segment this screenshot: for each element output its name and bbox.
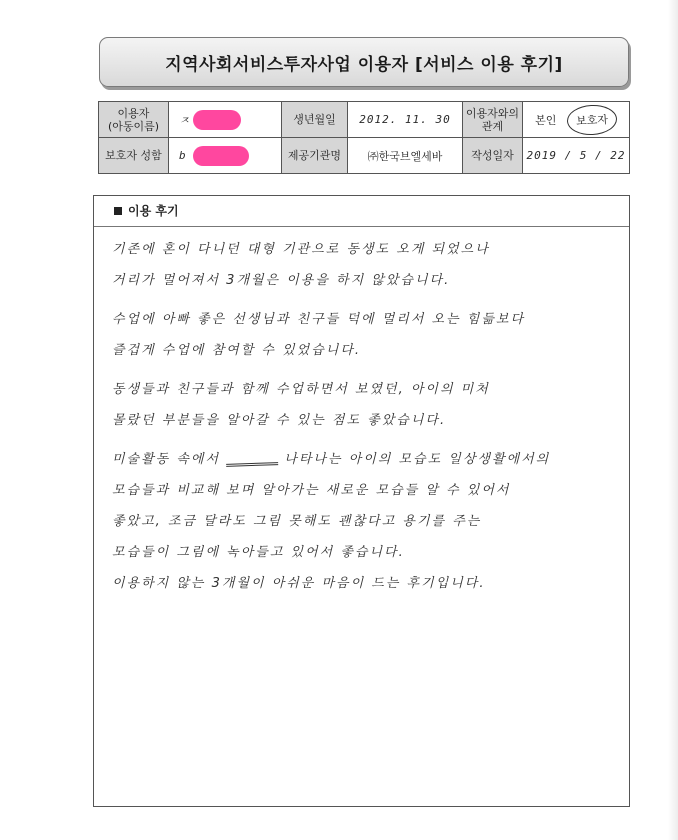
review-line: 즐겁게 수업에 참여할 수 있었습니다.: [112, 343, 362, 358]
date-label: 작성일자: [463, 138, 523, 174]
review-line: 몰랐던 부분들을 알아갈 수 있는 점도 좋았습니다.: [112, 413, 447, 428]
user-name-cell: [169, 102, 282, 138]
review-line: 좋았고, 조금 달라도 그림 못해도 괜찮다고 용기를 주는: [112, 514, 482, 529]
title-banner: [99, 37, 629, 87]
review-line: 거리가 멀어져서 3개월은 이용을 하지 않았습니다.: [112, 273, 451, 288]
review-line: 기존에 혼이 다니던 대형 기관으로 동생도 오게 되었으나: [112, 242, 490, 257]
birth-label: 생년월일: [282, 102, 348, 138]
user-name-handwritten: ㅈ: [179, 113, 191, 127]
birth-cell: [348, 102, 463, 138]
relation-label: 이용자와의 관계: [463, 102, 523, 138]
review-line: 모습들이 그림에 녹아들고 있어서 좋습니다.: [112, 545, 405, 560]
relation-guardian-circled: 보호자: [566, 103, 617, 136]
review-heading: [114, 202, 179, 219]
relation-cell: [523, 102, 630, 138]
date-value: 2019 / 5 / 22: [526, 149, 626, 162]
document-title: 지역사회서비스투자사업 이용자 [서비스 이용 후기]: [165, 54, 563, 75]
square-bullet-icon: [114, 207, 122, 215]
scan-edge: [668, 0, 678, 840]
birth-value: 2012. 11. 30: [359, 113, 451, 126]
redaction-mark: [193, 110, 241, 130]
info-table: [98, 101, 630, 174]
relation-self: 본인: [535, 113, 557, 127]
review-line: 이용하지 않는 3개월이 아쉬운 마음이 드는 후기입니다.: [112, 576, 486, 591]
review-line: 수업에 아빠 좋은 선생님과 친구들 덕에 멀리서 오는 힘듦보다: [112, 312, 526, 327]
redaction-mark: [193, 146, 249, 166]
review-heading-text: 이용 후기: [128, 204, 179, 218]
guardian-name-cell: [169, 138, 282, 174]
guardian-label: 보호자 성함: [99, 138, 169, 174]
provider-label: 제공기관명: [282, 138, 348, 174]
provider-value: ㈜한국브엘세바: [348, 138, 463, 174]
review-text: [112, 236, 622, 601]
crossed-out-scribble: [226, 452, 278, 467]
date-cell: [523, 138, 630, 174]
review-line: 모습들과 비교해 보며 알아가는 새로운 모습들 알 수 있어서: [112, 483, 511, 498]
review-line: 동생들과 친구들과 함께 수업하면서 보였던, 아이의 미처: [112, 382, 490, 397]
user-label: 이용자 (아동이름): [99, 102, 169, 138]
review-box: [93, 195, 630, 807]
guardian-name-handwritten: b: [179, 149, 187, 162]
review-header: [94, 196, 629, 227]
review-line: 미술활동 속에서 나타나는 아이의 모습도 일상생활에서의: [112, 452, 551, 467]
